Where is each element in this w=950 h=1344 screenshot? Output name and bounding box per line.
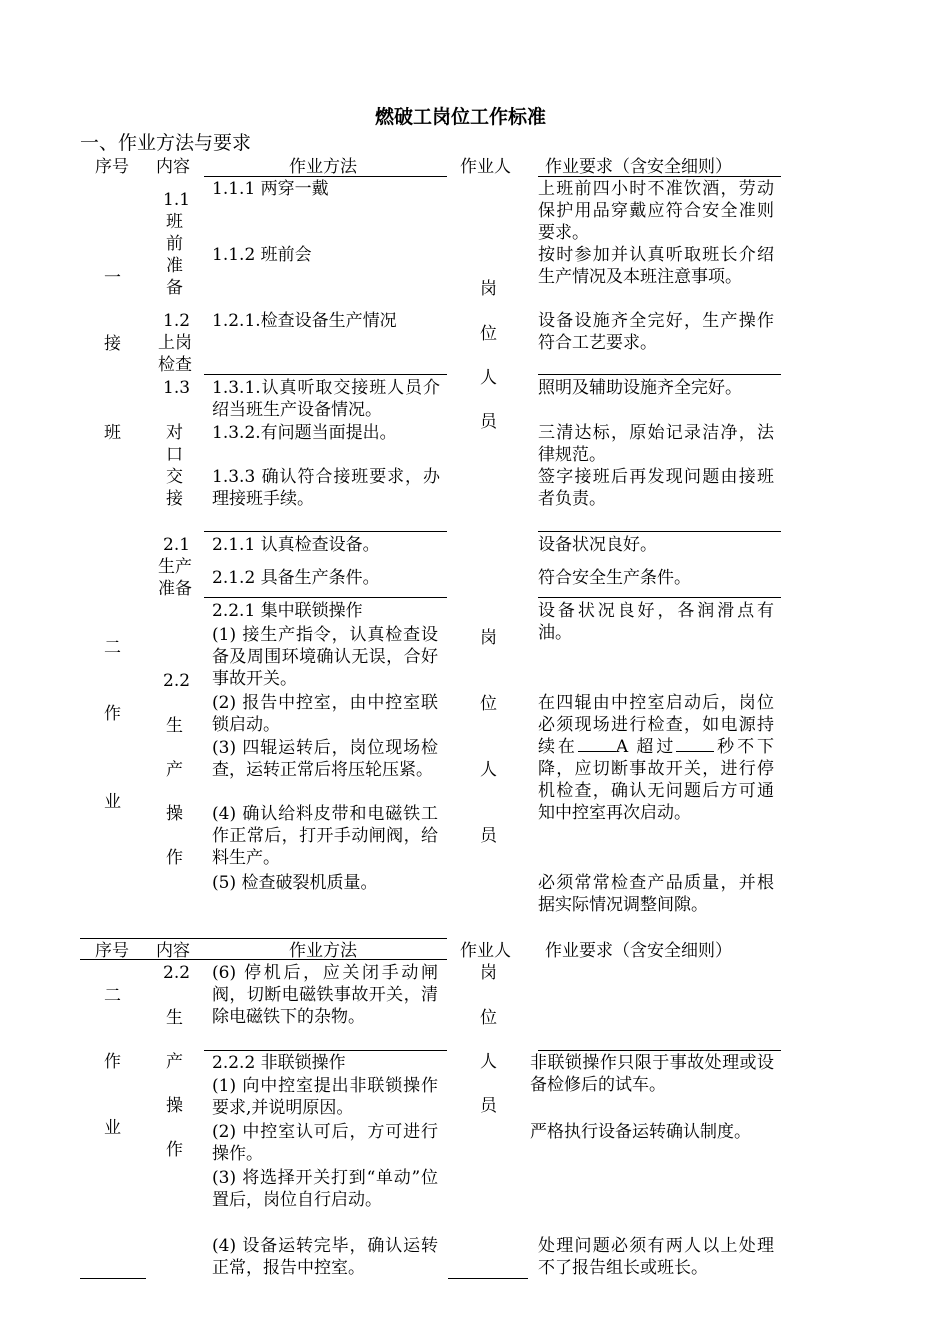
method-item: 1.3.3 确认符合接班要求，办理接班手续。 (212, 467, 440, 509)
header-requirement: 作业要求（含安全细则） (545, 941, 732, 961)
method-item: 1.2.1.检查设备生产情况 (212, 311, 397, 331)
bottom-rule (448, 1278, 528, 1279)
method-item: (3) 将选择开关打到“单动”位置后，岗位自行启动。 (212, 1168, 438, 1210)
requirement-item: 在四辊由中控室启动后，岗位必须现场进行检查，如电源持续在 A 超过 秒不下降，应切断事故开关，进行停机检查，确认无问题后方可通知中控室再次启动。 (538, 693, 775, 823)
content-char: 口 (166, 445, 183, 465)
seq-char: 作 (104, 1052, 121, 1072)
content-number: 1.3 (163, 378, 191, 398)
requirement-item: 非联锁操作只限于事故处理或设备检修后的试车。 (530, 1053, 774, 1095)
content-char: 作 (166, 1140, 183, 1160)
seq-char: 作 (104, 704, 121, 724)
content-char: 操 (166, 804, 183, 824)
seq-char: 二 (104, 638, 121, 658)
header-req-rule (538, 176, 781, 177)
content-char: 接 (166, 489, 183, 509)
person-char: 岗 (480, 628, 497, 648)
content-char: 备 (166, 278, 183, 298)
section-heading: 一、作业方法与要求 (80, 132, 252, 154)
row-rule (538, 597, 781, 598)
content-number: 1.1 (163, 190, 191, 210)
method-item: 2.2.1 集中联锁操作 (212, 601, 363, 621)
row-rule (204, 1050, 447, 1051)
person-char: 人 (480, 1052, 497, 1072)
requirement-item: 设备状况良好。 (538, 535, 657, 555)
requirement-item: 三清达标，原始记录洁净，法律规范。 (538, 423, 774, 465)
requirement-item: 设备状况良好，各润滑点有油。 (538, 601, 774, 643)
header-content: 内容 (156, 941, 190, 961)
content-number: 1.2 (163, 311, 191, 331)
requirement-item: 按时参加并认真听取班长介绍生产情况及本班注意事项。 (538, 245, 774, 287)
header-seq: 序号 (95, 157, 129, 177)
requirement-item: 签字接班后再发现问题由接班者负责。 (538, 467, 774, 509)
content-char: 交 (166, 467, 183, 487)
row-rule (204, 374, 447, 375)
requirement-item: 上班前四小时不准饮酒，劳动保护用品穿戴应符合安全准则要求。 (538, 179, 774, 243)
row-rule (538, 531, 781, 532)
header2-top-rule (80, 938, 447, 939)
header-method: 作业方法 (289, 941, 357, 961)
bottom-rule (80, 1278, 146, 1279)
row-rule (204, 597, 447, 598)
page-title: 燃破工岗位工作标准 (375, 106, 547, 128)
method-item: (4) 设备运转完毕，确认运转正常，报告中控室。 (212, 1236, 438, 1278)
person-char: 岗 (480, 279, 497, 299)
content-char: 产 (166, 760, 183, 780)
content-number: 2.1 (163, 535, 191, 555)
header-seq: 序号 (95, 941, 129, 961)
header2-bottom-rule (80, 959, 447, 960)
content-char: 操 (166, 1096, 183, 1116)
requirement-item: 必须常常检查产品质量，并根据实际情况调整间隙。 (538, 873, 774, 915)
header-person: 作业人 (460, 941, 511, 961)
person-char: 人 (480, 760, 497, 780)
method-item: 2.1.1 认真检查设备。 (212, 535, 380, 555)
method-item: (2) 中控室认可后，方可进行操作。 (212, 1122, 438, 1164)
seq-char: 业 (104, 1118, 121, 1138)
seq-char: 班 (104, 423, 121, 443)
content-char: 作 (166, 848, 183, 868)
content-label: 上岗检查 (158, 333, 192, 375)
method-item: 1.1.2 班前会 (212, 245, 312, 265)
requirement-item: 照明及辅助设施齐全完好。 (538, 378, 742, 398)
person-char: 岗 (480, 963, 497, 983)
seq-char: 业 (104, 792, 121, 812)
method-item: (6) 停机后，应关闭手动闸阀，切断电磁铁事故开关，清除电磁铁下的杂物。 (212, 963, 438, 1027)
content-label: 生产准备 (158, 557, 192, 599)
method-item: (1) 向中控室提出非联锁操作要求,并说明原因。 (212, 1076, 438, 1118)
method-item: (1) 接生产指令，认真检查设备及周围环境确认无误，合好事故开关。 (212, 625, 438, 689)
content-char: 准 (166, 256, 183, 276)
content-char: 生 (166, 1008, 183, 1028)
method-item: (3) 四辊运转后，岗位现场检查，运转正常后将压轮压紧。 (212, 738, 438, 780)
requirement-item: 严格执行设备运转确认制度。 (530, 1122, 751, 1142)
header-method-rule (204, 176, 447, 177)
requirement-item: 符合安全生产条件。 (538, 568, 691, 588)
seq-char: 二 (104, 986, 121, 1006)
method-item: 1.3.1.认真听取交接班人员介绍当班生产设备情况。 (212, 378, 440, 420)
content-char: 生 (166, 716, 183, 736)
content-char: 班 (166, 212, 183, 232)
content-char: 对 (166, 423, 183, 443)
method-item: 2.2.2 非联锁操作 (212, 1053, 346, 1073)
person-char: 员 (480, 826, 497, 846)
content-number: 2.2 (163, 963, 191, 983)
person-char: 员 (480, 1096, 497, 1116)
content-char: 前 (166, 234, 183, 254)
person-char: 位 (480, 694, 497, 714)
row-rule (538, 374, 781, 375)
person-char: 人 (480, 368, 497, 388)
method-item: (4) 确认给料皮带和电磁铁工作正常后，打开手动闸阀，给料生产。 (212, 804, 438, 868)
requirement-item: 设备设施齐全完好，生产操作符合工艺要求。 (538, 311, 774, 353)
row-rule (538, 1050, 781, 1051)
header-method: 作业方法 (289, 157, 357, 177)
row-rule (204, 531, 447, 532)
seq-char: 一 (104, 268, 121, 288)
method-item: (5) 检查破裂机质量。 (212, 873, 378, 893)
seq-char: 接 (104, 334, 121, 354)
person-char: 位 (480, 324, 497, 344)
header-person: 作业人 (460, 157, 511, 177)
method-item: 1.3.2.有问题当面提出。 (212, 423, 397, 443)
header-content: 内容 (156, 157, 190, 177)
method-item: 1.1.1 两穿一戴 (212, 179, 329, 199)
content-char: 产 (166, 1052, 183, 1072)
person-char: 位 (480, 1008, 497, 1028)
content-number: 2.2 (163, 671, 191, 691)
method-item: 2.1.2 具备生产条件。 (212, 568, 380, 588)
method-item: (2) 报告中控室，由中控室联锁启动。 (212, 693, 438, 735)
person-char: 员 (480, 412, 497, 432)
requirement-item: 处理问题必须有两人以上处理不了报告组长或班长。 (538, 1236, 774, 1278)
header-requirement: 作业要求（含安全细则） (545, 157, 732, 177)
